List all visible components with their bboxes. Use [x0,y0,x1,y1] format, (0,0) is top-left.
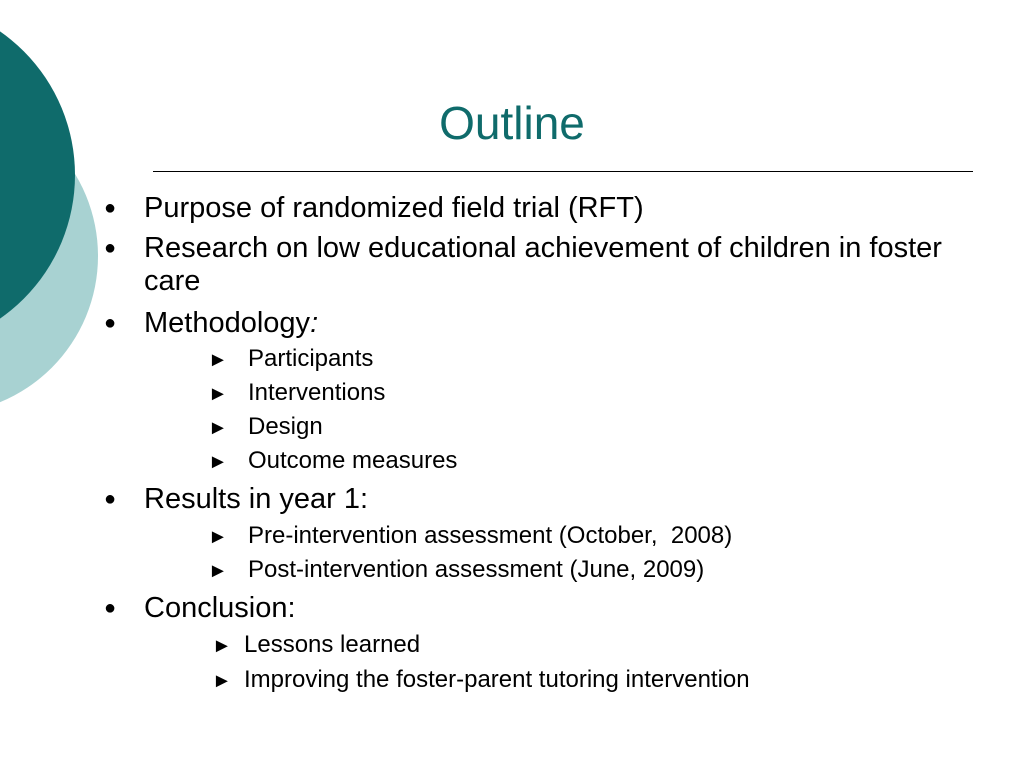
arrow-icon: ► [208,526,228,548]
sub-item-text: Participants [248,345,374,372]
bullet-icon: ● [104,312,117,334]
sub-item-text: Improving the foster-parent tutoring intervention [244,666,750,693]
outline-item-text: Purpose of randomized field trial (RFT) [144,192,644,224]
bullet-icon: ● [104,197,117,219]
slide-title: Outline [439,97,585,149]
arrow-icon: ► [208,451,228,473]
sub-item-text: Post-intervention assessment (June, 2009) [248,556,705,583]
arrow-icon: ► [212,670,232,692]
sub-item-text: Interventions [248,379,386,406]
outline-item-conclusion [104,592,1004,625]
sub-item-improving-intervention [212,665,750,696]
outline-item-text: Research on low educational achievement of children in foster care [144,232,942,297]
sub-item-outcome-measures [208,446,457,477]
outline-item-methodology [104,307,1004,340]
bullet-icon: ● [104,488,117,510]
sub-item-text: Pre-intervention assessment (October, 2008) [248,522,733,549]
outline-item-text [104,307,1004,340]
arrow-icon: ► [208,417,228,439]
methodology-label: Methodology [144,307,311,339]
sub-item-post-intervention [208,555,704,586]
sub-item-interventions [208,378,385,409]
sub-item-lessons-learned [212,630,420,661]
arrow-icon: ► [208,560,228,582]
bullet-icon: ● [104,237,117,259]
arrow-icon: ► [208,383,228,405]
sub-item-text: Design [248,413,323,440]
sub-item-pre-intervention [208,521,732,552]
outline-item-research [104,232,1004,298]
arrow-icon: ► [212,635,232,657]
outline-item-purpose [104,192,1004,225]
bullet-icon: ● [104,597,117,619]
outline-item-results [104,483,1004,516]
sub-item-participants [208,344,373,375]
sub-item-text: Lessons learned [244,631,421,658]
sub-item-design [208,412,323,443]
outline-item-text: Results in year 1: [144,483,369,515]
sub-item-text: Outcome measures [248,447,458,474]
arrow-icon: ► [208,349,228,371]
methodology-colon: : [310,307,319,339]
outline-item-text: Conclusion: [144,592,296,624]
